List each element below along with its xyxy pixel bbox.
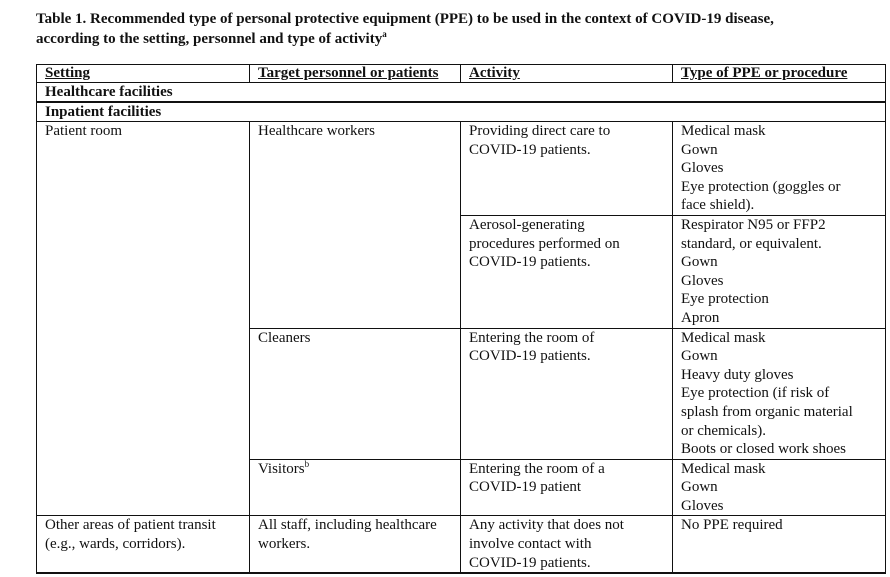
header-ppe: Type of PPE or procedure <box>673 65 886 83</box>
text-line: involve contact with <box>469 536 592 553</box>
visitors-label: Visitors <box>258 460 305 477</box>
ppe-item: Boots or closed work shoes <box>681 441 846 458</box>
ppe-item: Gown <box>681 141 718 158</box>
text-line: Providing direct care to <box>469 123 611 139</box>
ppe-item: or chemicals). <box>681 422 766 439</box>
text-line: workers. <box>258 536 311 553</box>
text-line: COVID-19 patients. <box>469 554 591 571</box>
text-line: COVID-19 patient <box>469 479 582 496</box>
caption-line-1: Table 1. Recommended type of personal protective equipment (PPE) to be used in the context of COVID-19 disease, <box>36 11 774 27</box>
cell-target-all-staff <box>250 516 461 573</box>
caption-footnote-marker: a <box>382 29 387 39</box>
ppe-item: Eye protection (if risk of <box>681 385 830 402</box>
cell-ppe-cleaners <box>673 328 886 459</box>
section-inpatient-facilities: Inpatient facilities <box>37 102 886 122</box>
text-line: COVID-19 patients. <box>469 254 591 271</box>
text-line: COVID-19 patients. <box>469 141 591 158</box>
cell-activity-visitors <box>461 459 673 516</box>
cell-ppe-aerosol <box>673 215 886 328</box>
cell-setting-patient-room: Patient room <box>37 122 250 516</box>
text-line: procedures performed on <box>469 235 620 252</box>
header-target: Target personnel or patients <box>250 65 461 83</box>
ppe-item: Respirator N95 or FFP2 <box>681 216 826 233</box>
ppe-item: Medical mask <box>681 460 766 477</box>
header-setting: Setting <box>37 65 250 83</box>
cell-target-cleaners: Cleaners <box>250 328 461 459</box>
table-caption <box>36 9 876 49</box>
ppe-item: Heavy duty gloves <box>681 366 794 383</box>
cell-target-visitors <box>250 459 461 516</box>
ppe-item: face shield). <box>681 197 755 214</box>
ppe-item: Gown <box>681 254 718 271</box>
ppe-item: Medical mask <box>681 329 766 346</box>
cell-setting-other-areas <box>37 516 250 573</box>
text-line: COVID-19 patients. <box>469 348 591 365</box>
table-row <box>37 122 886 216</box>
ppe-item: splash from organic material <box>681 403 853 420</box>
text-line: Aerosol-generating <box>469 216 585 233</box>
ppe-item: Gloves <box>681 272 724 289</box>
text-line: All staff, including healthcare <box>258 517 437 534</box>
header-row <box>37 65 886 83</box>
ppe-item: Gloves <box>681 497 724 514</box>
caption-line-2: according to the setting, personnel and type of activity <box>36 31 383 47</box>
footnote-marker-b: b <box>304 459 310 469</box>
ppe-item: Gown <box>681 479 718 496</box>
ppe-item: standard, or equivalent. <box>681 235 822 252</box>
text-line: Entering the room of <box>469 329 595 346</box>
table-row <box>37 516 886 573</box>
ppe-item: Eye protection <box>681 291 769 308</box>
section-healthcare-facilities: Healthcare facilities <box>37 83 886 103</box>
ppe-item: Medical mask <box>681 123 766 139</box>
text-line: Other areas of patient transit <box>45 517 216 534</box>
cell-target-healthcare-workers: Healthcare workers <box>250 122 461 329</box>
cell-activity-direct-care <box>461 122 673 216</box>
cell-ppe-none: No PPE required <box>673 516 886 573</box>
text-line: Any activity that does not <box>469 517 624 534</box>
cell-ppe-direct-care <box>673 122 886 216</box>
cell-activity-aerosol <box>461 215 673 328</box>
section-row-healthcare <box>37 83 886 103</box>
text-line: Entering the room of a <box>469 460 605 477</box>
section-row-inpatient <box>37 102 886 122</box>
cell-activity-cleaners <box>461 328 673 459</box>
text-line: (e.g., wards, corridors). <box>45 536 186 553</box>
ppe-table <box>36 64 886 574</box>
cell-ppe-visitors <box>673 459 886 516</box>
ppe-item: Apron <box>681 309 720 326</box>
header-activity: Activity <box>461 65 673 83</box>
ppe-item: Gown <box>681 348 718 365</box>
ppe-item: Gloves <box>681 160 724 177</box>
cell-activity-no-contact <box>461 516 673 573</box>
ppe-item: Eye protection (goggles or <box>681 178 841 195</box>
